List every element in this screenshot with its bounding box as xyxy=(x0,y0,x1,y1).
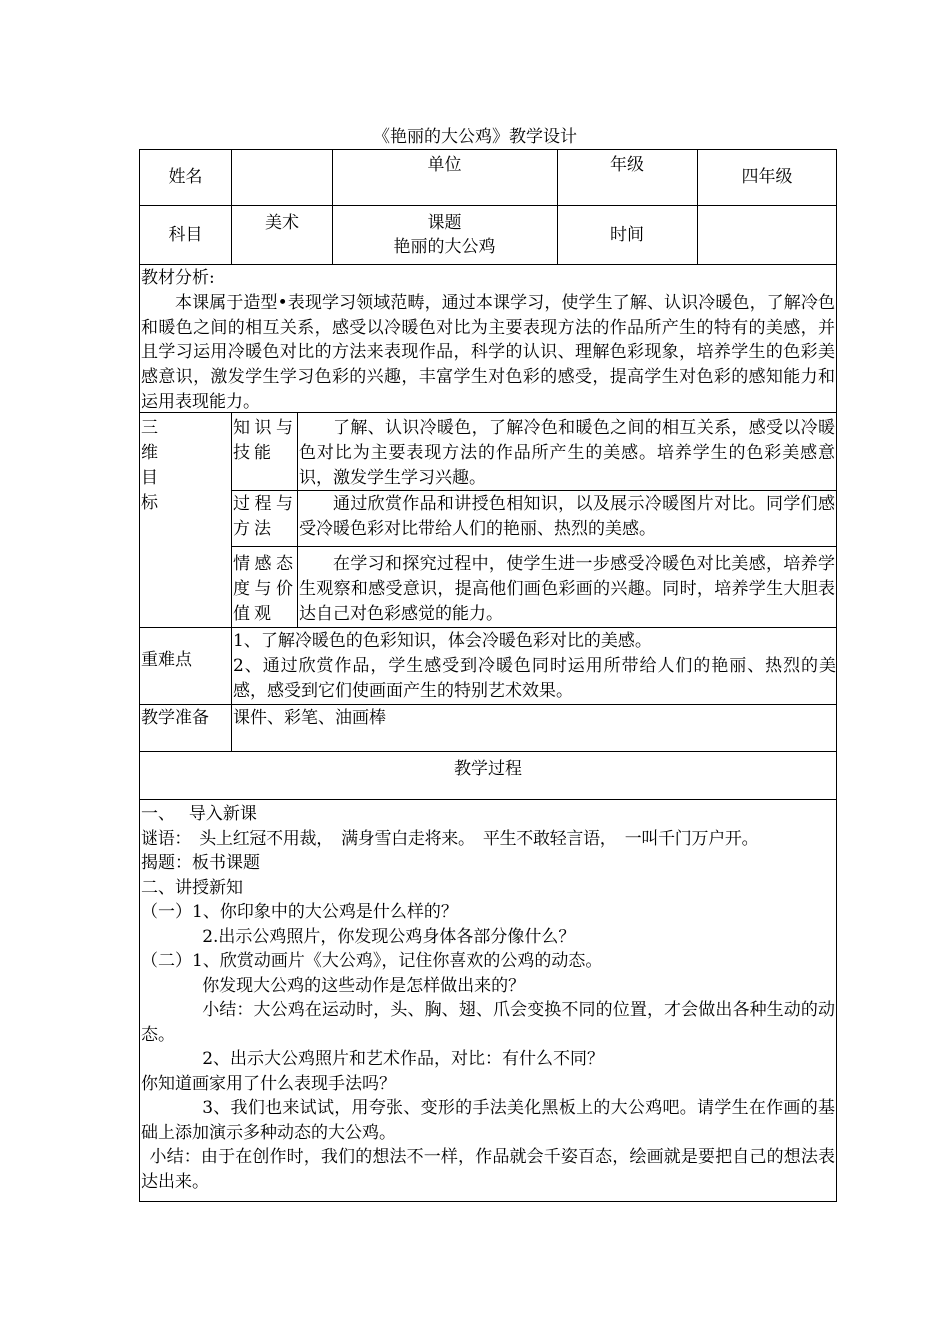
row-divider xyxy=(139,627,837,628)
process-line: （二）1、欣赏动画片《大公鸡》，记住你喜欢的公鸡的动态。 xyxy=(141,951,603,971)
subject-value: 美术 xyxy=(265,213,299,233)
time-label: 时间 xyxy=(610,225,644,245)
process-content xyxy=(141,802,835,1194)
process-line: 小结：由于在创作时，我们的想法不一样，作品就会千姿百态，绘画就是要把自己的想法表达出来。 xyxy=(141,1147,835,1192)
process-line: 小结：大公鸡在运动时，头、胸、翅、爪会变换不同的位置，才会做出各种生动的动态。 xyxy=(141,1000,835,1045)
key-point-2: 2、通过欣赏作品，学生感受到冷暖色同时运用所带给人们的艳丽、热烈的美感，感受到它们使画面产生的特别艺术效果。 xyxy=(233,656,836,701)
goals-label-char: 维 xyxy=(141,443,158,463)
process-line: 谜语： 头上红冠不用裁， 满身雪白走将来。 平生不敢轻言语， 一叫千门万户开。 xyxy=(141,828,759,849)
column-divider xyxy=(231,412,232,752)
goal-text-knowledge: 了解、认识冷暖色，了解冷色和暖色之间的相互关系，感受以冷暖色对比为主要表现方法的作品所产生的美感。培养学生的色彩美感意识，激发学生学习兴趣。 xyxy=(299,418,835,488)
goal-label-attitude: 情感态度与价值观 xyxy=(233,554,297,624)
goals-label-char: 标 xyxy=(141,493,158,513)
goal-label-process: 过程与方法 xyxy=(233,494,297,539)
goal-text-process: 通过欣赏作品和讲授色相知识，以及展示冷暖图片对比。同学们感受冷暖色彩对比带给人们的艳丽、热烈的美感。 xyxy=(299,494,835,539)
process-line: 2.出示公鸡照片，你发现公鸡身体各部分像什么？ xyxy=(202,926,576,947)
analysis-heading: 教材分析: xyxy=(141,268,215,288)
table-border-left xyxy=(139,149,140,1202)
document-title: 《艳丽的大公鸡》教学设计 xyxy=(373,127,577,147)
row-divider xyxy=(139,799,837,800)
process-line: 二、讲授新知 xyxy=(141,877,243,898)
goal-text-attitude: 在学习和探究过程中，使学生进一步感受冷暖色对比美感，培养学生观察和感受意识，提高他们画色彩画的兴趣。同时，培养学生大胆表达自己对色彩感觉的能力。 xyxy=(299,554,835,624)
process-line: （一）1、你印象中的大公鸡是什么样的？ xyxy=(141,902,458,922)
process-line: 你知道画家用了什么表现手法吗？ xyxy=(141,1073,396,1094)
unit-label: 单位 xyxy=(427,155,462,175)
process-line: 揭题：板书课题 xyxy=(141,853,260,873)
row-divider xyxy=(139,205,837,206)
row-divider xyxy=(139,751,837,752)
goals-label-char: 目 xyxy=(141,468,158,488)
name-value xyxy=(232,149,332,205)
goal-label-knowledge: 知识与技能 xyxy=(233,418,297,463)
goals-label-char: 三 xyxy=(141,418,158,438)
topic-label: 课题 xyxy=(427,213,462,233)
table-border-right xyxy=(836,149,837,1202)
table-border-bottom xyxy=(139,1201,837,1202)
prep-label: 教学准备 xyxy=(141,708,209,728)
process-heading: 教学过程 xyxy=(454,759,522,779)
key-points-label: 重难点 xyxy=(141,650,192,670)
process-line: 一、 导入新课 xyxy=(141,804,257,824)
row-divider xyxy=(231,546,837,547)
grade-label: 年级 xyxy=(610,155,644,175)
grade-value: 四年级 xyxy=(741,167,793,187)
column-divider xyxy=(297,412,298,628)
row-divider xyxy=(139,704,837,705)
key-point-1: 1、了解冷暖色的色彩知识，体会冷暖色彩对比的美感。 xyxy=(233,631,652,651)
prep-value: 课件、彩笔、油画棒 xyxy=(233,708,386,728)
key-points-content xyxy=(233,629,836,704)
topic-value: 艳丽的大公鸡 xyxy=(393,237,496,257)
goals-label xyxy=(141,416,181,516)
analysis-section xyxy=(141,266,835,415)
subject-label: 科目 xyxy=(168,225,203,245)
name-label: 姓名 xyxy=(168,167,203,187)
process-line: 3、我们也来试试，用夸张、变形的手法美化黑板上的大公鸡吧。请学生在作画的基础上添加演示多种动态的大公鸡。 xyxy=(141,1098,835,1143)
analysis-body: 本课属于造型•表现学习领域范畴，通过本课学习，使学生了解、认识冷暖色，了解冷色和暖色之间的相互关系，感受以冷暖色对比为主要表现方法的作品所产生的特有的美感，并且学习运用冷暖色对比的方法来表现作品，科学的认识、理解色彩现象，培养学生的色彩美感意识，激发学生学习色彩的兴趣，丰富学生对色彩的感受，提高学生对色彩的感知能力和运用表现能力。 xyxy=(141,292,835,412)
row-divider xyxy=(139,264,837,265)
process-line: 你发现大公鸡的这些动作是怎样做出来的？ xyxy=(202,975,526,996)
process-line: 2、出示大公鸡照片和艺术作品，对比：有什么不同？ xyxy=(202,1049,605,1069)
